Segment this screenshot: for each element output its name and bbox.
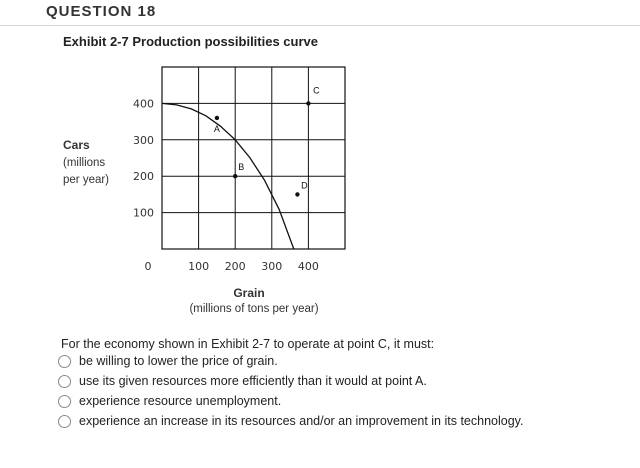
answer-option-4-text: experience an increase in its resources and/or an improvement in its technology. bbox=[79, 414, 524, 428]
point-a-marker bbox=[215, 116, 219, 120]
answer-option-4[interactable] bbox=[58, 413, 578, 433]
point-d-marker bbox=[295, 192, 299, 196]
chart-points bbox=[215, 101, 311, 196]
point-b-marker bbox=[233, 174, 237, 178]
x-tick-label: 100 bbox=[188, 260, 210, 273]
x-tick-label: 200 bbox=[224, 260, 246, 273]
y-tick-label: 100 bbox=[133, 206, 154, 220]
answer-options bbox=[58, 353, 578, 433]
point-d-label: D bbox=[301, 180, 308, 191]
x-tick-label: 0 bbox=[144, 260, 152, 273]
answer-option-1-text: be willing to lower the price of grain. bbox=[79, 354, 278, 368]
point-c-label: C bbox=[313, 85, 320, 96]
y-tick-label: 400 bbox=[133, 97, 154, 111]
answer-option-3[interactable] bbox=[58, 393, 578, 413]
radio-button-3[interactable] bbox=[58, 395, 71, 408]
point-a-label: A bbox=[213, 123, 220, 134]
y-axis-label-line: per year) bbox=[63, 174, 110, 186]
radio-button-2[interactable] bbox=[58, 375, 71, 388]
radio-button-1[interactable] bbox=[58, 355, 71, 368]
question-text: For the economy shown in Exhibit 2-7 to operate at point C, it must: bbox=[61, 337, 435, 351]
x-axis-sublabel: (millions of tons per year) bbox=[189, 303, 319, 315]
answer-option-2[interactable] bbox=[58, 373, 578, 393]
x-tick-label: 300 bbox=[261, 260, 283, 273]
question-title: QUESTION 18 bbox=[46, 3, 157, 20]
point-c-marker bbox=[306, 101, 310, 105]
x-axis-label: Grain bbox=[233, 286, 265, 300]
y-axis-label-line: (millions bbox=[63, 157, 106, 169]
y-tick-label: 200 bbox=[133, 170, 154, 184]
radio-button-4[interactable] bbox=[58, 415, 71, 428]
point-b-label: B bbox=[238, 162, 245, 173]
answer-option-3-text: experience resource unemployment. bbox=[79, 394, 282, 408]
y-axis-label-line: Cars bbox=[63, 138, 90, 152]
answer-option-2-text: use its given resources more efficiently than it would at point A. bbox=[79, 374, 427, 388]
chart-labels bbox=[63, 85, 320, 315]
exhibit-title: Exhibit 2-7 Production possibilities curve bbox=[63, 34, 318, 49]
x-tick-label: 400 bbox=[297, 260, 319, 273]
y-tick-label: 300 bbox=[133, 133, 154, 147]
answer-option-1[interactable] bbox=[58, 353, 578, 373]
